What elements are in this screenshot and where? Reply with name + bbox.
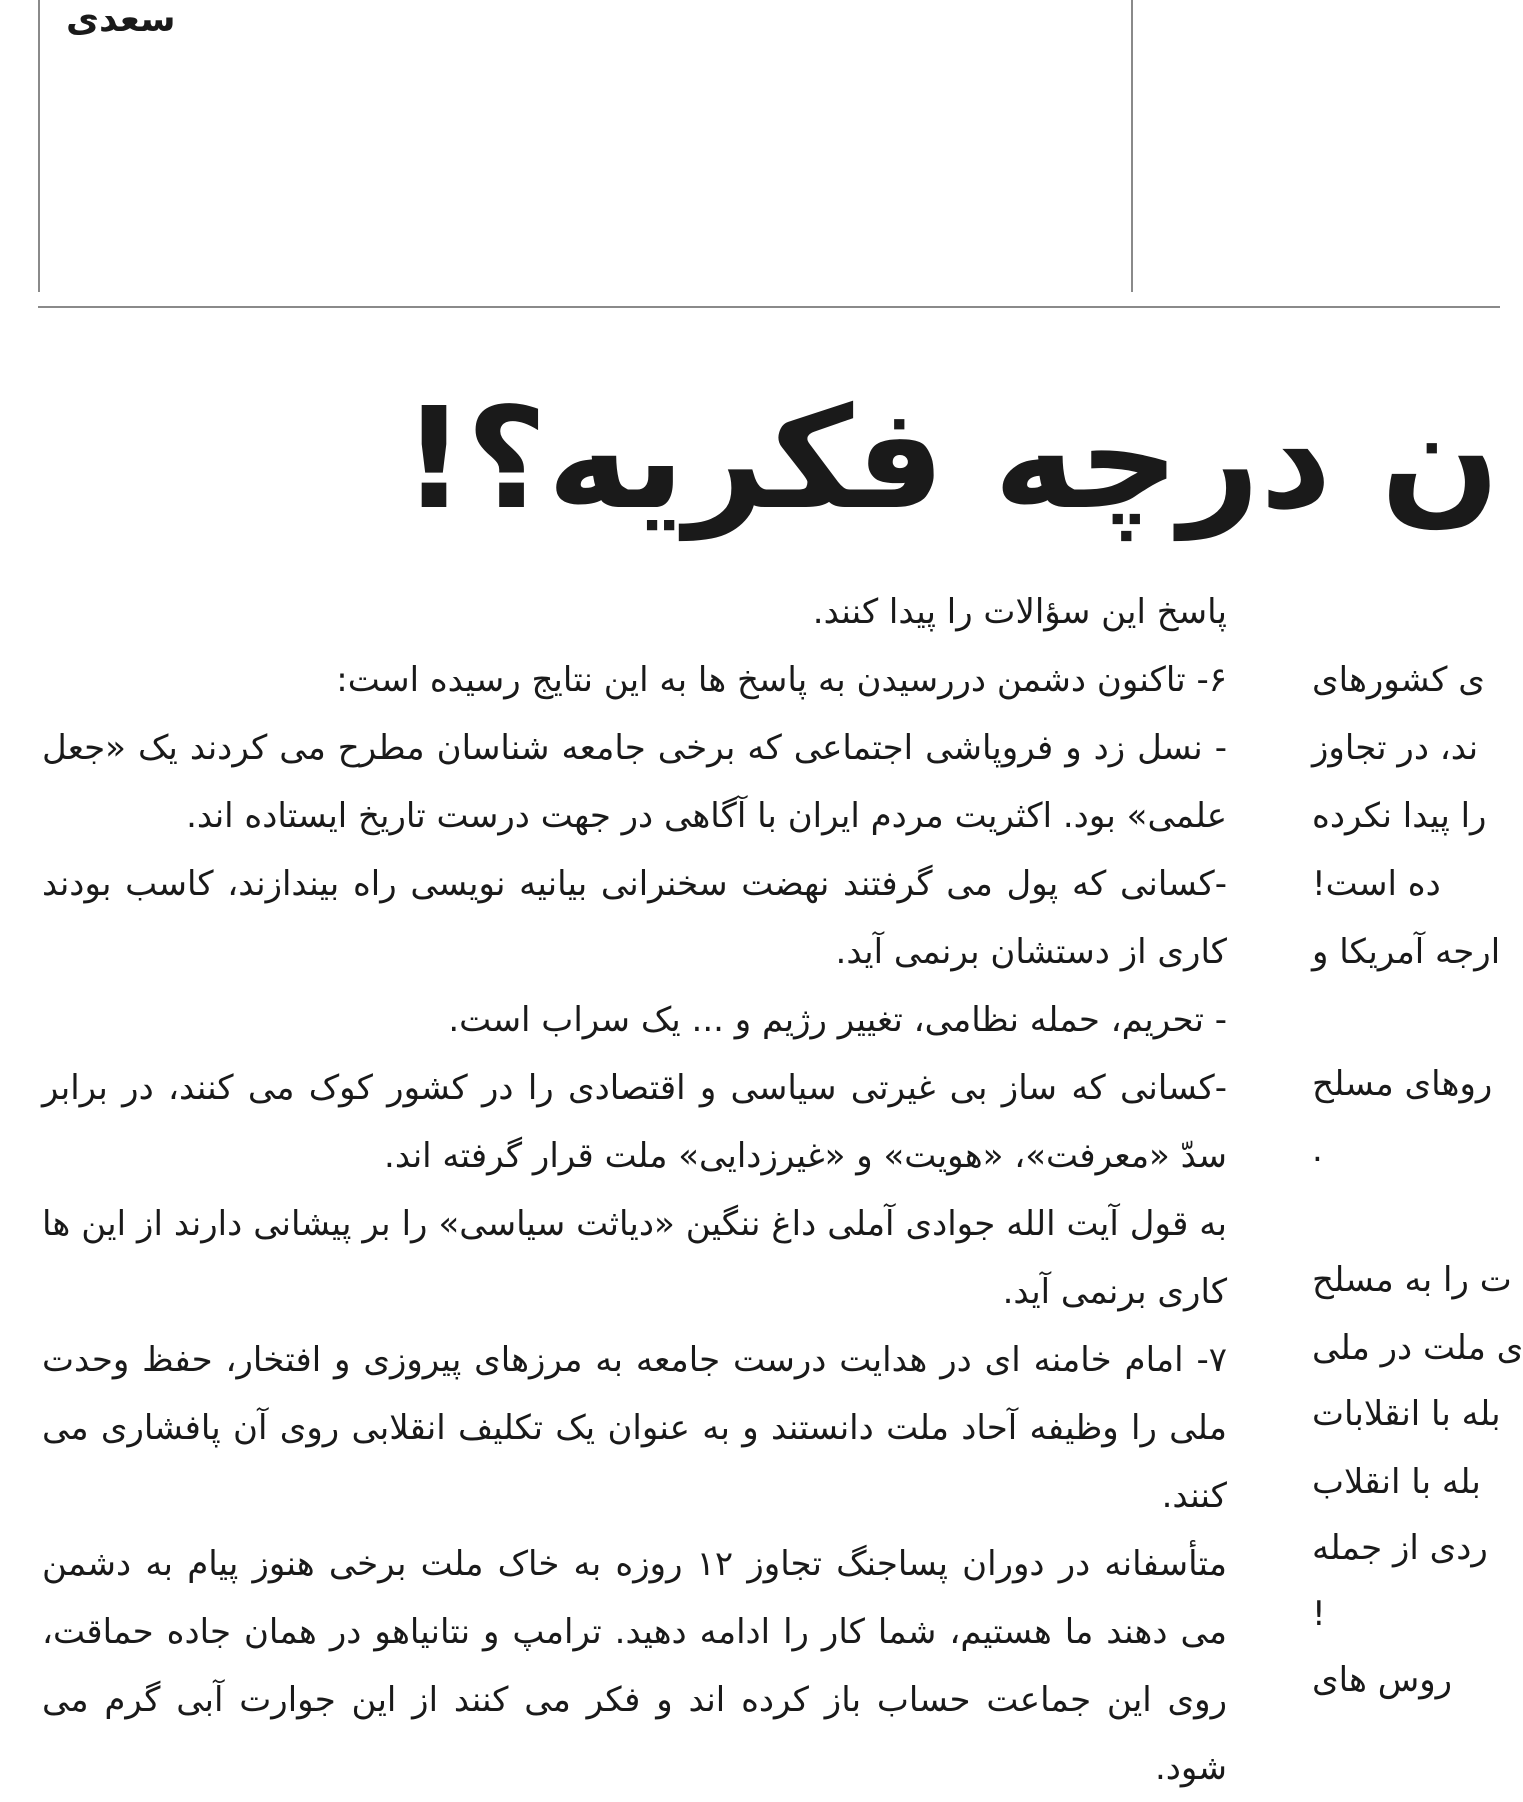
paragraph: - نسل زد و فروپاشی اجتماعی که برخی جامعه شناسان مطرح می کردند یک «جعل علمی» بود. اکثریت مردم ایران با آگاهی در جهت درست تاریخ ایستاده اند. <box>42 728 1227 836</box>
paragraph: ۷- امام خامنه ای در هدایت درست جامعه به مرزهای پیروزی و افتخار، حفظ وحدت ملی را وظیفه آحاد ملت دانستند و به عنوان یک تکلیف انقلابی روی آن پافشاری می کنند. <box>42 1340 1227 1516</box>
line-fragment: ده است! <box>1312 864 1441 904</box>
paragraph: متأسفانه در دوران پساجنگ تجاوز ۱۲ روزه به خاک ملت برخی هنوز پیام به دشمن می دهند ما هستیم، شما کار را ادامه دهید. ترامپ و نتانیاهو در همان جاده حماقت، روی این جماعت حساب باز کرده اند و فکر می کنند از این جوارت آبی گرم می شود. <box>42 1544 1228 1788</box>
line-fragment: روهای مسلح <box>1312 1064 1493 1104</box>
line-fragment: روس های <box>1312 1660 1453 1700</box>
line-fragment: ی ملت در ملی <box>1312 1328 1523 1368</box>
line-fragment: بله با انقلابات <box>1312 1394 1501 1434</box>
author-name: سعدی <box>66 0 176 40</box>
article-headline: ن درچه فکریه؟! <box>402 378 1500 541</box>
paragraph: پاسخ این سؤالات را پیدا کنند. <box>812 592 1227 632</box>
column-divider-middle <box>1131 0 1133 292</box>
line-fragment: ! <box>1312 1594 1325 1634</box>
line-fragment: ردی از جمله <box>1312 1528 1488 1568</box>
paragraph: -کسانی که ساز بی غیرتی سیاسی و اقتصادی را در کشور کوک می کنند، در برابر سدّ «معرفت»، «هویت» و «غیرزدایی» ملت قرار گرفته اند. <box>42 1068 1227 1176</box>
paragraph: -کسانی که پول می گرفتند نهضت سخنرانی بیانیه نویسی راه بیندازند، کاسب بودند کاری از دستشان برنمی آید. <box>42 864 1227 972</box>
line-fragment: بله با انقلاب <box>1312 1462 1481 1502</box>
line-fragment: . <box>1312 1130 1322 1170</box>
column-divider-left <box>38 0 40 292</box>
line-fragment: ت را به مسلح <box>1312 1260 1512 1300</box>
line-fragment: ارجه آمریکا و <box>1312 932 1501 972</box>
article-main-column <box>42 578 1227 1802</box>
paragraph: ۶- تاکنون دشمن دررسیدن به پاسخ ها به این نتایج رسیده است: <box>336 660 1227 700</box>
line-fragment: ند، در تجاوز <box>1312 728 1479 768</box>
line-fragment: را پیدا نکرده <box>1312 796 1487 836</box>
article-right-column <box>1312 646 1523 1700</box>
section-divider <box>38 306 1500 308</box>
line-fragment: ی کشورهای <box>1312 660 1485 700</box>
paragraph: - تحریم، حمله نظامی، تغییر رژیم و ... یک سراب است. <box>448 1000 1227 1040</box>
paragraph: به قول آیت الله جوادی آملی داغ ننگین «دیاثت سیاسی» را بر پیشانی دارند از این ها کاری برنمی آید. <box>42 1204 1227 1312</box>
